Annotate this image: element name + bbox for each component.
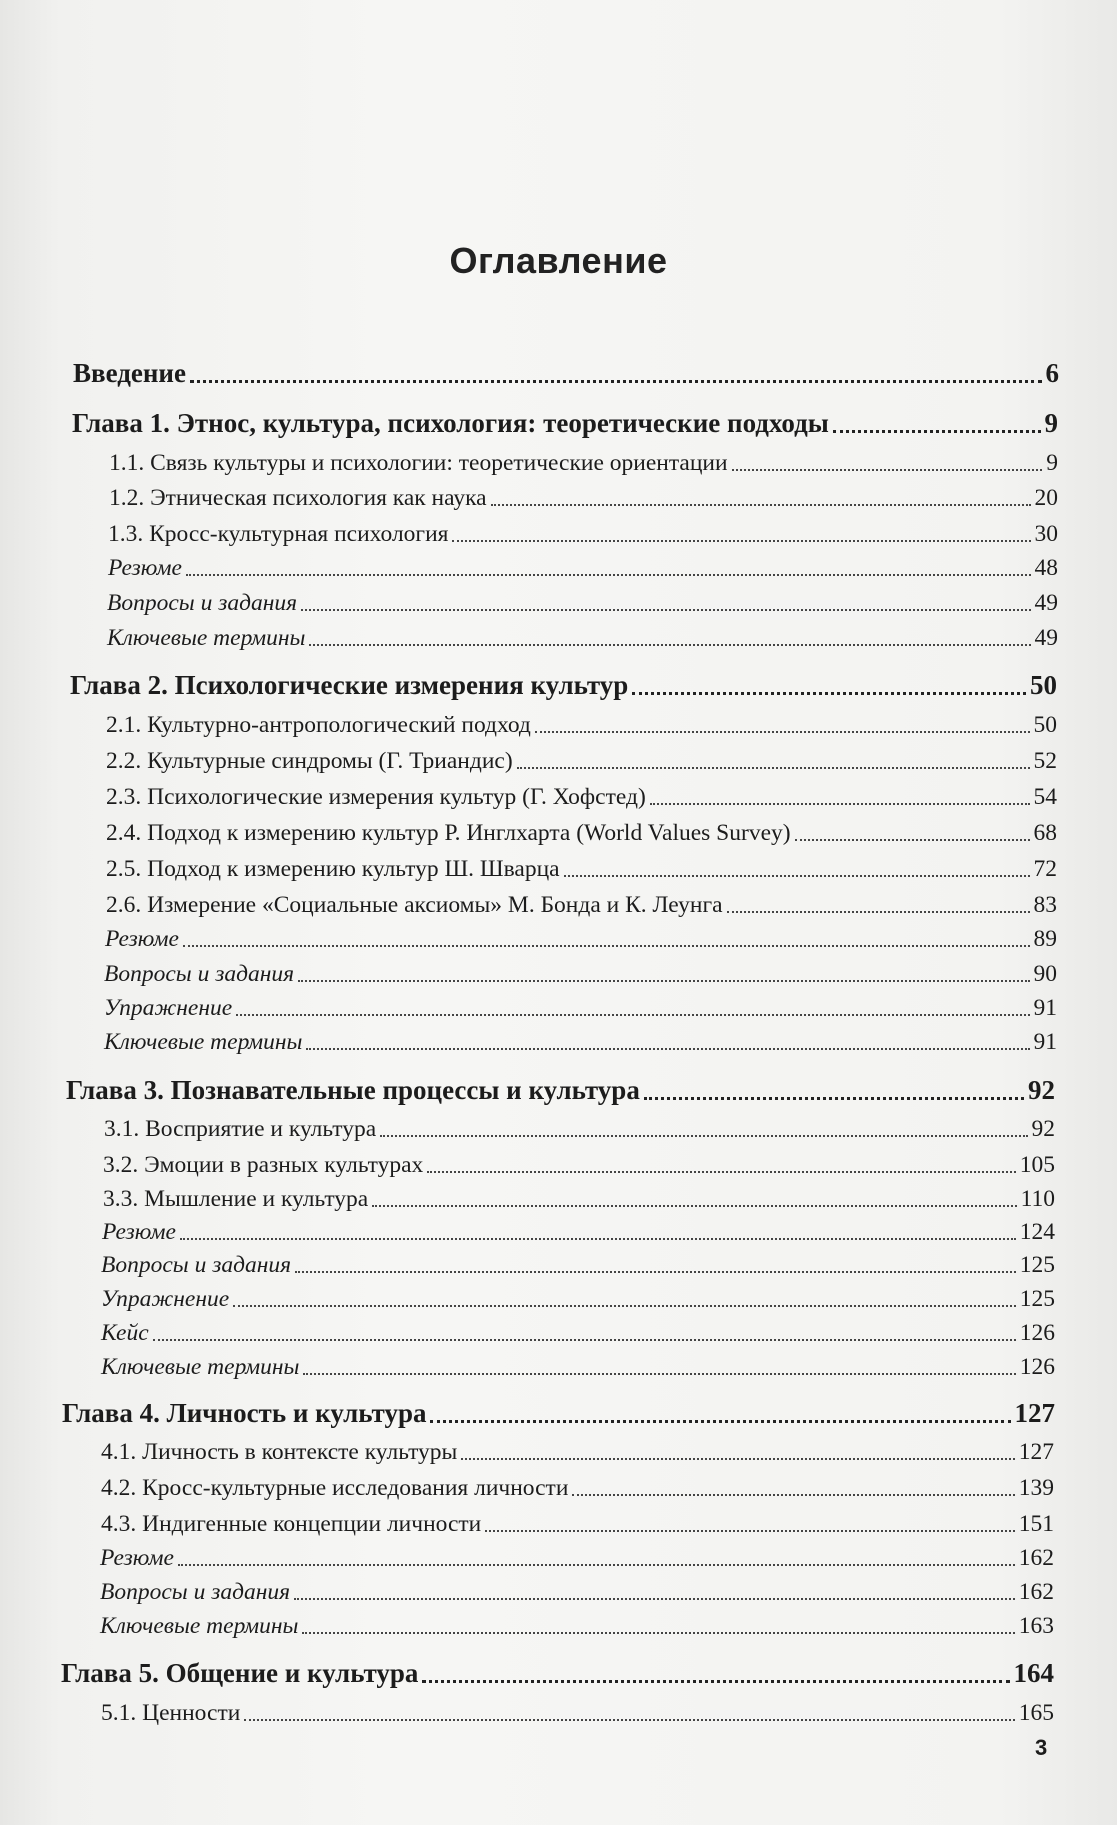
toc-entry-questions: Вопросы и задания 162 — [100, 1579, 1054, 1605]
page-title: Оглавление — [449, 240, 668, 281]
toc-entry-section: 1.3. Кросс-культурная психология 30 — [108, 521, 1058, 547]
toc-entry-questions: Вопросы и задания 49 — [107, 590, 1058, 616]
page-number: 3 — [1035, 1735, 1048, 1760]
toc-entry-section: 4.2. Кросс-культурные исследования личности 139 — [101, 1475, 1054, 1501]
toc-entry-summary: Резюме 89 — [105, 926, 1057, 952]
toc-entry-summary: Резюме 162 — [100, 1545, 1054, 1571]
toc-entry-questions: Вопросы и задания 90 — [104, 961, 1057, 987]
toc-entry-chapter: Глава 2. Психологические измерения культур 50 — [70, 670, 1057, 700]
toc-entry-key-terms: Ключевые термины 126 — [101, 1354, 1055, 1380]
toc-entry-section: 3.1. Восприятие и культура 92 — [104, 1116, 1055, 1142]
toc-entry-section: 4.1. Личность в контексте культуры 127 — [101, 1439, 1054, 1465]
toc-entry-chapter: Глава 4. Личность и культура 127 — [62, 1398, 1055, 1428]
toc-entry-section: 4.3. Индигенные концепции личности 151 — [101, 1511, 1054, 1537]
toc-entry-section: 2.3. Психологические измерения культур (Г. Хофстед) 54 — [106, 784, 1057, 810]
toc-entry-section: 2.1. Культурно-антропологический подход 50 — [106, 712, 1057, 738]
toc-entry-section: 2.2. Культурные синдромы (Г. Триандис) 52 — [106, 748, 1057, 774]
toc-entry-section: 1.1. Связь культуры и психологии: теоретические ориентации 9 — [109, 450, 1058, 476]
toc-entry-section: 1.2. Этническая психология как наука 20 — [109, 485, 1058, 511]
toc-entry-exercise: Упражнение 125 — [101, 1286, 1055, 1312]
toc-entry-key-terms: Ключевые термины 49 — [107, 625, 1058, 651]
toc-entry-key-terms: Ключевые термины 163 — [100, 1613, 1054, 1639]
toc-entry-summary: Резюме 48 — [108, 555, 1058, 581]
toc-entry-section: 2.4. Подход к измерению культур Р. Инглхарта (World Values Survey) 68 — [106, 820, 1057, 846]
toc-entry-section: 5.1. Ценности 165 — [101, 1700, 1054, 1726]
toc-entry-section: 2.5. Подход к измерению культур Ш. Шварца 72 — [106, 856, 1057, 882]
toc-entry-exercise: Упражнение 91 — [104, 995, 1057, 1021]
toc-entry-chapter: Глава 3. Познавательные процессы и культура 92 — [66, 1075, 1055, 1105]
toc-entry-questions: Вопросы и задания 125 — [101, 1252, 1055, 1278]
toc-entry-case: Кейс 126 — [101, 1320, 1055, 1346]
toc-entry-summary: Резюме 124 — [102, 1219, 1055, 1245]
toc-entry-section: 3.2. Эмоции в разных культурах 105 — [103, 1152, 1055, 1178]
toc-entry-section: 3.3. Мышление и культура 110 — [103, 1186, 1055, 1212]
toc-entry-chapter: Введение 6 — [73, 358, 1059, 388]
toc-entry-chapter: Глава 5. Общение и культура 164 — [61, 1658, 1054, 1688]
toc-entry-key-terms: Ключевые термины 91 — [104, 1029, 1057, 1055]
toc-entry-section: 2.6. Измерение «Социальные аксиомы» М. Бонда и К. Леунга 83 — [106, 892, 1057, 918]
toc-entry-chapter: Глава 1. Этнос, культура, психология: теоретические подходы 9 — [72, 408, 1058, 438]
